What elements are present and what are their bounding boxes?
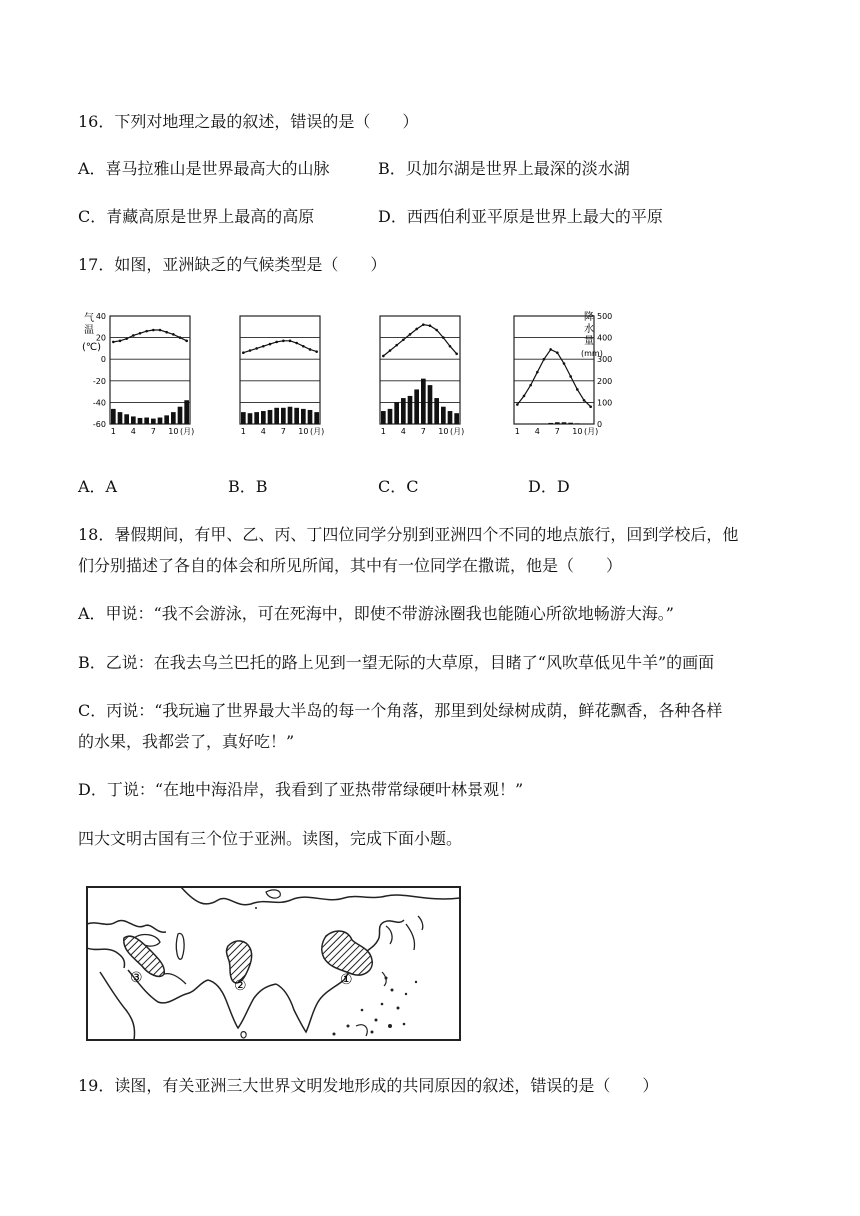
precip-bar (138, 418, 143, 424)
persian-gulf (164, 974, 186, 984)
temperature-point (139, 332, 142, 335)
precip-bar (184, 400, 189, 424)
temperature-point (119, 340, 122, 343)
precip-bar (434, 398, 439, 424)
precip-bar (268, 410, 273, 424)
precip-bar (294, 408, 299, 424)
precip-bar (441, 407, 446, 424)
precip-bar (118, 412, 123, 424)
panel-frame (240, 316, 320, 424)
month-tick-label: 7 (420, 427, 426, 436)
left-tick-label: 40 (95, 312, 106, 321)
left-tick-label: -20 (92, 376, 106, 386)
climate-panel-2 (240, 316, 324, 436)
temperature-line (517, 350, 590, 407)
indus-region (227, 941, 252, 983)
islands (255, 907, 417, 1036)
precip-bar (448, 411, 453, 424)
precip-bar (428, 385, 433, 424)
temperature-point (255, 347, 258, 350)
temperature-point (429, 324, 432, 327)
precip-bar (421, 379, 426, 424)
temperature-point (549, 348, 552, 351)
precip-bar (248, 413, 253, 424)
right-tick-label: 200 (597, 376, 613, 386)
precip-bar (408, 396, 413, 424)
q16-option-a: A．喜马拉雅山是世界最高大的山脉 (78, 159, 330, 178)
map-label-2: ② (234, 978, 247, 994)
precip-bar (308, 410, 313, 424)
month-tick-label: 10 (572, 427, 583, 436)
month-tick-label: 4 (260, 427, 266, 436)
precip-bar (111, 409, 116, 424)
right-tick-label: 400 (597, 333, 613, 343)
temperature-point (262, 345, 265, 348)
temperature-point (132, 334, 135, 337)
temperature-line (243, 341, 316, 353)
month-tick-label: 4 (130, 427, 136, 436)
temperature-line (113, 330, 186, 342)
temperature-point (295, 342, 298, 345)
precip-bar (394, 402, 399, 424)
temperature-point (409, 333, 412, 336)
precip-bar (261, 411, 266, 424)
temperature-point (269, 343, 272, 346)
temperature-point (395, 344, 398, 347)
temperature-point (309, 348, 312, 351)
precip-bar (454, 413, 459, 424)
month-tick-label: 10 (168, 427, 179, 436)
precip-bar (301, 409, 306, 424)
temperature-point (249, 349, 252, 352)
yellow-river-region (322, 931, 372, 975)
temperature-point (415, 328, 418, 331)
climate-panel-1 (110, 316, 194, 436)
left-axis-title-wen: 温 (84, 325, 94, 336)
right-axis-title-unit: (mm) (581, 349, 603, 358)
month-tick-label: 1 (240, 427, 246, 436)
precip-bar (241, 412, 246, 424)
precip-bar (381, 411, 386, 424)
month-unit-label: (月) (450, 427, 465, 436)
climate-panel-3 (380, 316, 464, 436)
temperature-point (179, 336, 182, 339)
left-tick-label: 20 (95, 333, 106, 343)
philippines (382, 972, 386, 986)
temperature-point (583, 399, 586, 402)
right-axis-title-jiang: 降 (584, 312, 594, 323)
precip-bar (281, 408, 286, 424)
q17-option-d: D．D (528, 477, 570, 496)
precip-bar (151, 419, 156, 424)
temperature-point (282, 340, 285, 343)
right-axis-title-shui: 水 (584, 324, 594, 335)
precip-bar (288, 407, 293, 424)
right-tick-label: 500 (597, 312, 613, 321)
temperature-point (152, 329, 155, 332)
month-tick-label: 1 (380, 427, 386, 436)
q18-option-b: B．乙说：在我去乌兰巴托的路上见到一望无际的大草原，目睹了“风吹草低见牛羊”的画面 (78, 653, 715, 672)
precip-bar (178, 407, 183, 424)
temperature-point (242, 351, 245, 354)
precip-bar (144, 418, 149, 424)
temperature-point (529, 384, 532, 387)
right-tick-label: 0 (597, 420, 603, 429)
q16-option-b: B．贝加尔湖是世界上最深的淡水湖 (378, 159, 630, 178)
temperature-point (563, 362, 566, 365)
month-tick-label: 1 (514, 427, 520, 436)
temperature-point (536, 371, 539, 374)
right-axis-title-liang: 量 (584, 336, 594, 347)
month-tick-label: 1 (110, 427, 116, 436)
left-axis-title-unit: (℃) (82, 342, 102, 353)
precip-bar (158, 418, 163, 424)
precip-bar (555, 422, 560, 424)
q17-option-b: B．B (228, 477, 268, 496)
caspian-sea (176, 933, 184, 959)
left-tick-label: -60 (92, 420, 106, 429)
q16-stem: 16．下列对地理之最的叙述，错误的是（ ） (78, 112, 419, 131)
left-tick-label: 0 (100, 355, 106, 365)
left-axis-title-qi: 气 (84, 313, 94, 324)
q17-stem: 17．如图，亚洲缺乏的气候类型是（ ） (78, 255, 387, 274)
month-tick-label: 7 (280, 427, 286, 436)
q18-option-d: D．丁说：“在地中海沿岸，我看到了亚热带常绿硬叶林景观！” (78, 780, 524, 799)
q16-option-c: C．青藏高原是世界上最高的高原 (78, 207, 315, 226)
precip-bar (131, 416, 136, 424)
temperature-point (516, 403, 519, 406)
europe-coastline (87, 920, 166, 932)
temperature-point (589, 405, 592, 408)
korea-peninsula (386, 926, 392, 944)
map-label-1: ① (340, 972, 353, 988)
temperature-point (556, 351, 559, 354)
q19-stem: 19．读图，有关亚洲三大世界文明发地形成的共同原因的叙述，错误的是（ ） (78, 1076, 659, 1095)
temperature-point (569, 375, 572, 378)
temperature-point (315, 350, 318, 353)
japan (406, 916, 423, 950)
panel-frame (380, 316, 460, 424)
arctic-coastline (181, 887, 460, 905)
month-unit-label: (月) (310, 427, 325, 436)
temperature-point (145, 330, 148, 333)
precip-bar (171, 412, 176, 424)
arctic-island (266, 890, 280, 898)
month-tick-label: 10 (438, 427, 449, 436)
month-unit-label: (月) (180, 427, 195, 436)
q16-option-d: D．西西伯利亚平原是世界上最大的平原 (378, 207, 663, 226)
precip-bar (562, 422, 567, 424)
precip-bar (254, 412, 259, 424)
precip-bar (274, 408, 279, 424)
right-tick-label: 100 (597, 398, 613, 408)
q17-option-a: A．A (78, 477, 118, 496)
section-intro: 四大文明古国有三个位于亚洲。读图，完成下面小题。 (78, 829, 463, 848)
temperature-point (449, 345, 452, 348)
precip-bar (414, 389, 419, 424)
temperature-point (302, 345, 305, 348)
month-tick-label: 4 (534, 427, 540, 436)
temperature-point (382, 355, 385, 358)
temperature-point (389, 349, 392, 352)
temperature-point (442, 336, 445, 339)
q18-stem-line2: 们分别描述了各自的体会和所见所闻，其中有一位同学在撒谎，他是（ ） (78, 556, 623, 575)
southeast-asia-coast (276, 980, 344, 1032)
asia-civilizations-map (86, 886, 462, 1042)
temperature-point (172, 333, 175, 336)
precip-bar (164, 415, 169, 424)
q18-option-c-line1: C．丙说：“我玩遍了世界最大半岛的每一个角落，那里到处绿树成荫，鲜花飘香，各种各样 (78, 701, 723, 720)
temperature-point (435, 329, 438, 332)
month-tick-label: 4 (400, 427, 406, 436)
temperature-line (383, 325, 456, 356)
precip-bar (314, 412, 319, 424)
panel-frame (514, 316, 594, 424)
climate-charts-figure (78, 308, 618, 443)
month-tick-label: 7 (554, 427, 560, 436)
left-tick-label: -40 (92, 398, 106, 408)
right-axis-ticks (597, 312, 612, 429)
temperature-point (185, 340, 188, 343)
month-tick-label: 10 (298, 427, 309, 436)
precip-bar (388, 409, 393, 424)
q17-option-c: C．C (378, 477, 419, 496)
left-axis-ticks (93, 312, 106, 429)
month-tick-label: 7 (150, 427, 156, 436)
temperature-point (275, 341, 278, 344)
temperature-point (289, 340, 292, 343)
precip-bar (568, 423, 573, 424)
precip-bar (575, 423, 580, 424)
right-tick-label: 300 (597, 355, 613, 365)
month-unit-label: (月) (584, 427, 599, 436)
temperature-point (112, 341, 115, 344)
precip-bar (124, 414, 129, 424)
mediterranean-coast (87, 948, 125, 968)
borneo (356, 1025, 367, 1036)
sri-lanka (241, 1032, 246, 1038)
temperature-point (576, 388, 579, 391)
temperature-point (523, 395, 526, 398)
q18-stem-line1: 18．暑假期间，有甲、乙、丙、丁四位同学分别到亚洲四个不同的地点旅行，回到学校后，他 (78, 525, 739, 544)
precip-bar (548, 423, 553, 424)
q18-option-c-line2: 的水果，我都尝了，真好吃！” (78, 732, 295, 751)
q18-option-a: A．甲说：“我不会游泳，可在死海中，即使不带游泳圈我也能随心所欲地畅游大海。” (78, 604, 674, 623)
temperature-point (543, 358, 546, 361)
temperature-point (455, 353, 458, 356)
temperature-point (422, 323, 425, 326)
temperature-point (159, 329, 162, 332)
temperature-point (125, 337, 128, 340)
precip-bar (401, 398, 406, 424)
temperature-point (402, 338, 405, 341)
temperature-point (165, 331, 168, 334)
map-label-3: ③ (130, 970, 143, 986)
